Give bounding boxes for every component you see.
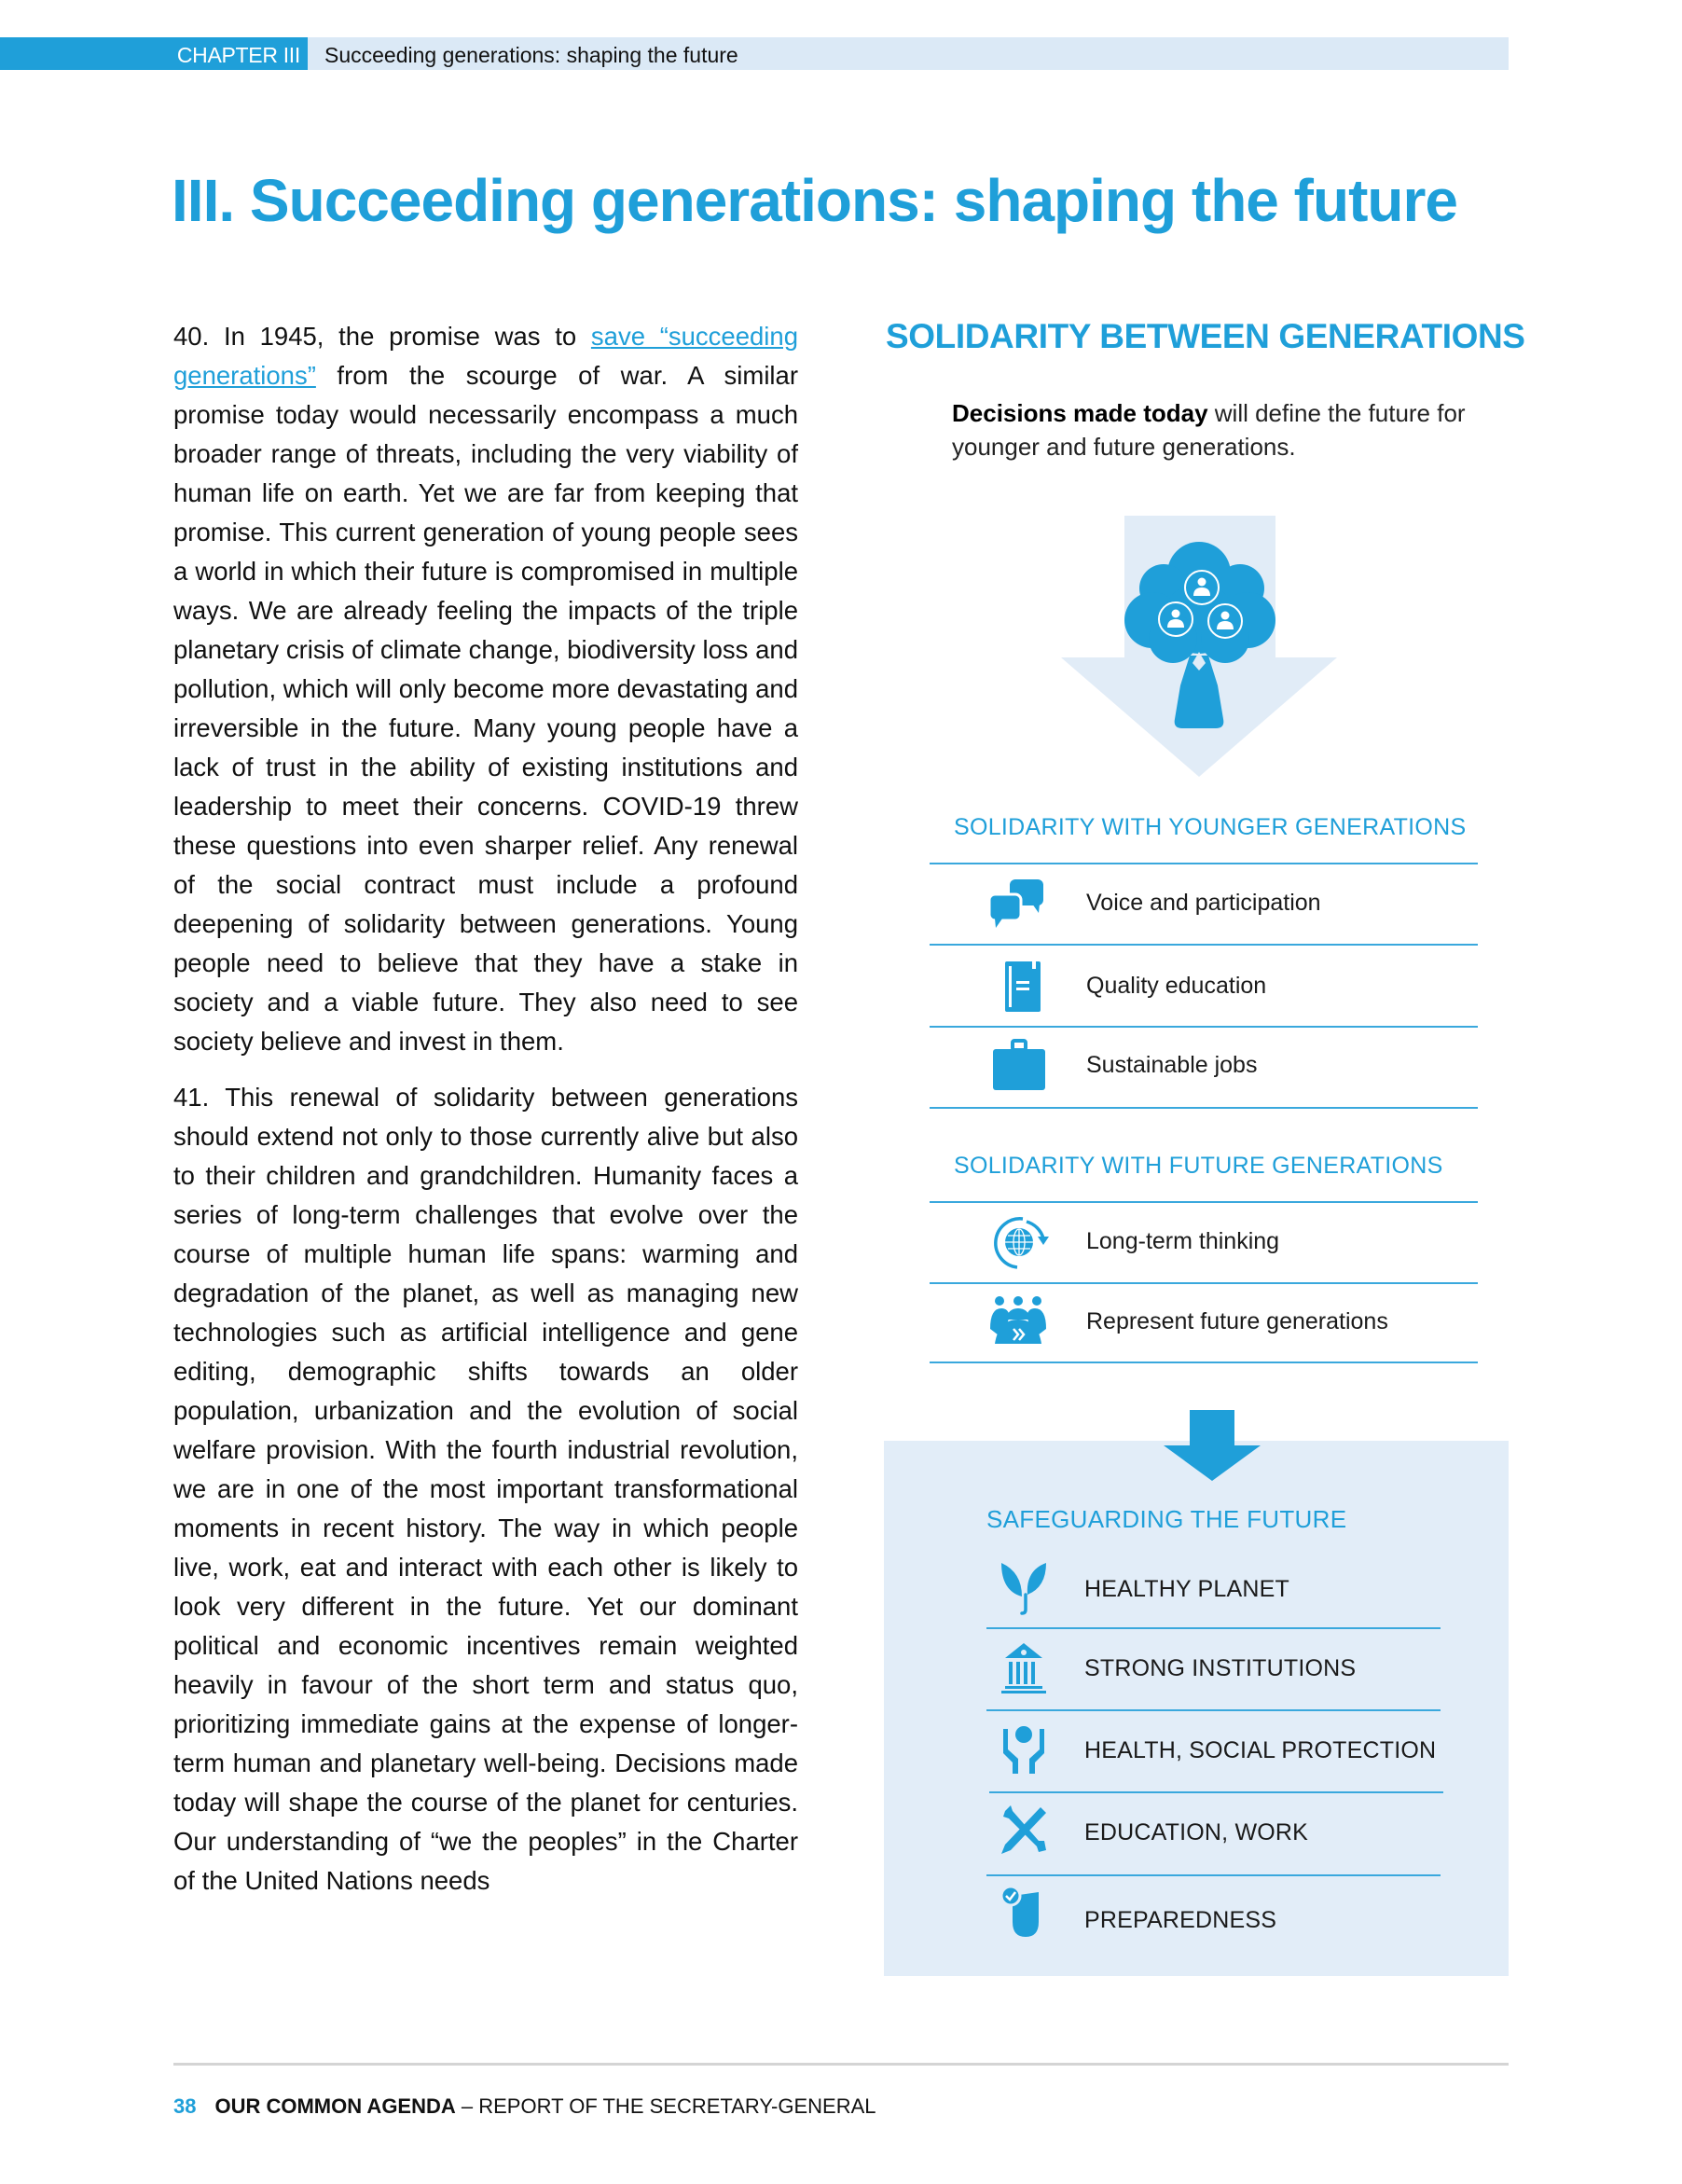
publication-title: OUR COMMON AGENDA: [214, 2094, 456, 2118]
item-label: PREPAREDNESS: [1084, 1907, 1277, 1933]
tree-arrow-graphic: [1061, 516, 1337, 777]
list-item-education-work: [986, 1794, 1441, 1874]
infographic-subtitle: [952, 396, 1474, 463]
people-group-icon: [986, 1293, 1051, 1349]
list-item-health-social-protection: [986, 1712, 1441, 1792]
item-label: HEALTH, SOCIAL PROTECTION: [1084, 1737, 1437, 1763]
hands-protecting-person-icon: [998, 1721, 1050, 1777]
arrow-down-icon: [1164, 1410, 1261, 1481]
speech-bubbles-icon: [986, 876, 1051, 932]
shield-check-icon: [998, 1885, 1050, 1941]
subtitle-rest: will define the future for younger and future generations.: [952, 399, 1466, 461]
item-label: Quality education: [1086, 973, 1267, 999]
paragraph-40: [173, 317, 798, 1061]
briefcase-icon: [986, 1037, 1051, 1093]
tree-with-people-icon: [1061, 516, 1337, 777]
list-item-voice: [930, 863, 1478, 944]
younger-generations-heading: SOLIDARITY WITH YOUNGER GENERATIONS: [954, 814, 1467, 840]
chapter-title-bar: [308, 37, 1509, 70]
list-item-education: [930, 944, 1478, 1026]
publication-subtitle: – REPORT OF THE SECRETARY-GENERAL: [455, 2094, 876, 2118]
item-label: Voice and participation: [1086, 890, 1321, 916]
footer-divider: [173, 2063, 1509, 2066]
list-item-strong-institutions: [986, 1630, 1441, 1710]
chapter-tab: [0, 37, 308, 70]
future-generations-heading: SOLIDARITY WITH FUTURE GENERATIONS: [954, 1153, 1443, 1179]
notebook-icon: [986, 959, 1051, 1015]
infographic-heading: SOLIDARITY BETWEEN GENERATIONS: [886, 317, 1525, 355]
item-label: Sustainable jobs: [1086, 1052, 1258, 1078]
divider: [986, 1627, 1441, 1629]
item-label: EDUCATION, WORK: [1084, 1819, 1309, 1845]
item-label: Represent future generations: [1086, 1308, 1388, 1334]
item-label: Long-term thinking: [1086, 1228, 1280, 1254]
paragraph-41: 41. This renewal of solidarity between generations should extend not only to those currently alive but also to their children and grandchildren. Humanity faces a series of long-term challenges that evolve over the course of multiple human life spans: warming and degradation of the planet, as well as managing new technologies such as artificial intelligence and gene editing, demographic shifts towards an older population, urbanization and the evolution of social welfare provision. With the fourth industrial revolution, we are in one of the most important transformational moments in recent history. The way in which people live, work, eat and interact with each other is likely to look very different in the future. Yet our dominant political and economic incentives remain weighted heavily in favour of the short term and status quo, prioritizing immediate gains at the expense of longer-term human and planetary well-being. Decisions made today will shape the course of the planet for centuries. Our understanding of “we the peoples” in the Charter of the United Nations needs: [173, 1083, 798, 1895]
item-label: HEALTHY PLANET: [1084, 1576, 1289, 1602]
chapter-title: Succeeding generations: shaping the future: [324, 43, 738, 67]
divider: [989, 1791, 1443, 1793]
page-number: 38: [173, 2094, 197, 2118]
list-item-long-term: [930, 1201, 1478, 1282]
chapter-label: CHAPTER III: [176, 43, 300, 67]
safeguarding-heading: SAFEGUARDING THE FUTURE: [986, 1505, 1347, 1533]
item-label: STRONG INSTITUTIONS: [1084, 1655, 1357, 1681]
divider: [930, 1362, 1478, 1363]
divider: [986, 1874, 1441, 1876]
list-item-jobs: [930, 1026, 1478, 1107]
institution-building-icon: [998, 1639, 1050, 1695]
sprout-icon: [998, 1559, 1050, 1615]
globe-cycle-icon: [986, 1214, 1051, 1270]
list-item-healthy-planet: [986, 1548, 1441, 1628]
divider: [986, 1709, 1441, 1711]
succeeding-generations-link[interactable]: save “succeeding generations”: [173, 322, 798, 390]
page-title: III. Succeeding generations: shaping the future: [172, 167, 1457, 234]
paragraph-40-lead: 40. In 1945, the promise was to: [173, 322, 591, 351]
subtitle-bold: Decisions made today: [952, 399, 1208, 427]
list-item-represent: [930, 1282, 1478, 1362]
paragraph-40-rest: from the scourge of war. A similar promise today would necessarily encompass a much broader range of threats, including the very viability of human life on earth. Yet we are far from keeping that promise. This current generation of young people sees a world in which their future is compromised in multiple ways. We are already feeling the impacts of the triple planetary crisis of climate change, biodiversity loss and pollution, which will only become more devastating and irreversible in the future. Many young people have a lack of trust in the ability of existing institutions and leadership to meet their concerns. COVID-19 threw these questions into even sharper relief. Any renewal of the social contract must include a profound deepening of solidarity between generations. Young people need to believe that they have a stake in society and a viable future. They also need to see society believe and invest in them.: [173, 361, 798, 1056]
wrench-pencil-icon: [998, 1802, 1050, 1858]
footer: [173, 2094, 876, 2119]
body-text: [173, 317, 798, 1917]
list-item-preparedness: [986, 1877, 1441, 1957]
divider: [930, 1107, 1478, 1109]
